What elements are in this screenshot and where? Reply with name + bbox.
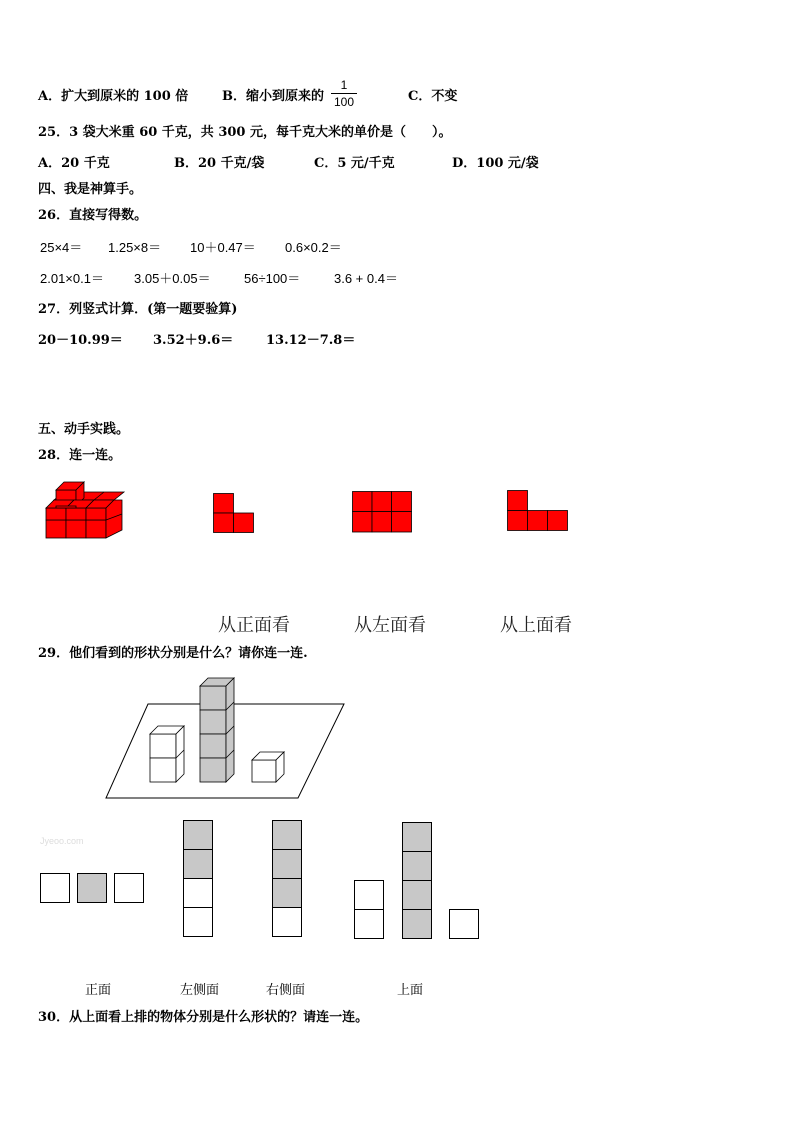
q24-option-c: C．不变 [408, 89, 458, 104]
caption-top: 上面 [397, 983, 424, 998]
q30-stem: 30．从上面看上排的物体分别是什么形状的？请连一连。 [38, 1010, 369, 1025]
q25-option-d: D．100 元/袋 [452, 156, 539, 171]
fraction-denominator: 100 [333, 95, 355, 109]
watermark: Jyeoo.com [40, 836, 84, 846]
view-top-label: 从上面看 [500, 615, 572, 636]
view-option-front [40, 873, 144, 903]
q27-item-3: 13.12－7.8＝ [266, 333, 356, 348]
view-option-left [183, 820, 213, 938]
red-3d-block-figure [44, 478, 134, 542]
red-shape-l-wide [507, 490, 568, 532]
q26-r1-1: 25×4＝ [40, 240, 83, 255]
view-option-right [272, 820, 302, 938]
q26-r1-4: 0.6×0.2＝ [285, 240, 342, 255]
q24-option-b: B．缩小到原来的 [222, 89, 324, 104]
q24-option-b-fraction [331, 78, 357, 109]
fraction-bar [331, 93, 357, 94]
q28-stem: 28．连一连。 [38, 448, 122, 463]
q27-item-2: 3.52＋9.6＝ [153, 333, 234, 348]
red-shape-rectangle [352, 491, 412, 533]
q25-option-a: A．20 千克 [38, 156, 110, 171]
view-front-label: 从正面看 [218, 615, 290, 636]
cube-scene-figure [104, 676, 346, 800]
caption-front: 正面 [85, 983, 112, 998]
caption-left-side: 左侧面 [180, 983, 220, 998]
q25-option-c: C．5 元/千克 [314, 156, 395, 171]
q25-stem: 25．3 袋大米重 60 千克，共 300 元，每千克大米的单价是（ ）。 [38, 125, 452, 140]
fraction-numerator: 1 [340, 78, 348, 92]
section5-title: 五、动手实践。 [38, 422, 130, 437]
q26-r2-4: 3.6 + 0.4＝ [334, 271, 398, 286]
q26-r2-1: 2.01×0.1＝ [40, 271, 104, 286]
q25-option-b: B．20 千克/袋 [174, 156, 265, 171]
q26-stem: 26．直接写得数。 [38, 208, 148, 223]
caption-right-side: 右侧面 [266, 983, 306, 998]
red-shape-l-small [213, 493, 255, 533]
q26-r1-2: 1.25×8＝ [108, 240, 162, 255]
q26-r2-2: 3.05＋0.05＝ [134, 271, 211, 286]
view-option-top [354, 821, 480, 940]
view-left-label: 从左面看 [354, 615, 426, 636]
q27-stem: 27．列竖式计算．(第一题要验算) [38, 302, 238, 317]
q27-item-1: 20－10.99＝ [38, 333, 123, 348]
q24-option-a: A．扩大到原米的 100 倍 [38, 89, 189, 104]
section4-title: 四、我是神算手。 [38, 182, 143, 197]
q26-r2-3: 56÷100＝ [244, 271, 301, 286]
q29-stem: 29．他们看到的形状分别是什么？请你连一连. [38, 646, 308, 661]
q26-r1-3: 10＋0.47＝ [190, 240, 256, 255]
